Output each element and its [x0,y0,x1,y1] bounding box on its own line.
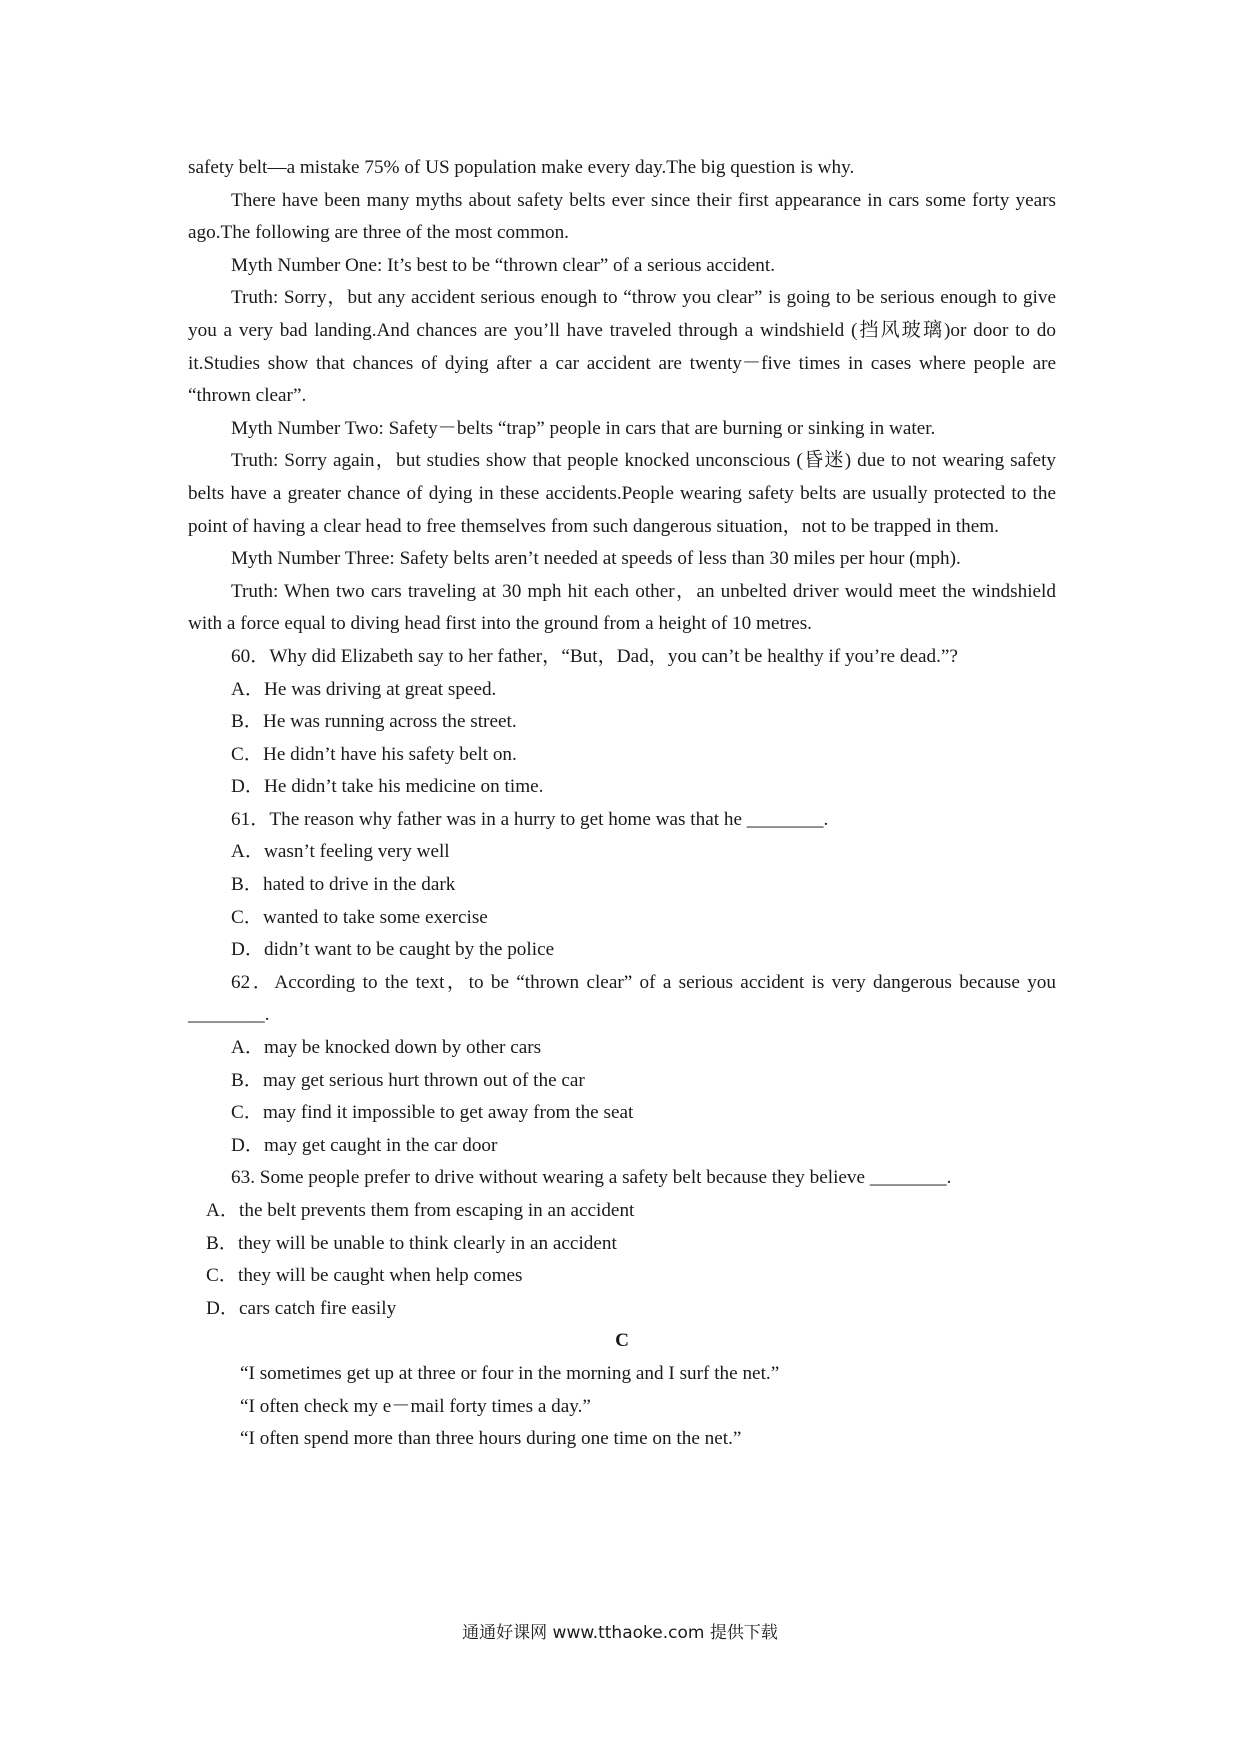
paragraph-continuation: safety belt—a mistake 75% of US population make every day.The big question is why. [188,157,855,178]
truth-one: Truth: Sorry，but any accident serious enough to “throw you clear” is going to be serious enough to give you a very bad landing.And chances are you’ll have traveled through a windshield (挡风玻璃)or door to do it.Studies show that chances of dying after a car accident are twenty－five times in cases where people are “thrown clear”. [188,287,1056,407]
question-61-option-c: C．wanted to take some exercise [231,906,488,928]
question-61-option-b: B．hated to drive in the dark [231,874,456,896]
myth-three: Myth Number Three: Safety belts aren’t needed at speeds of less than 30 miles per hour (mph). [231,548,961,570]
question-62-stem: 62．According to the text，to be “thrown clear” of a serious accident is very dangerous because you ________. [188,971,1056,1026]
question-62-option-d: D．may get caught in the car door [231,1134,498,1156]
section-c-quote: “I often spend more than three hours during one time on the net.” [240,1428,742,1450]
question-63-option-d: D．cars catch fire easily [206,1297,397,1319]
question-60-option-a: A．He was driving at great speed. [231,678,497,700]
section-heading: C [615,1330,629,1352]
truth-three: Truth: When two cars traveling at 30 mph hit each other，an unbelted driver would meet the windshield with a force equal to diving head first into the ground from a height of 10 metres. [188,580,1056,635]
question-63-option-c: C．they will be caught when help comes [206,1265,523,1287]
myth-one: Myth Number One: It’s best to be “thrown clear” of a serious accident. [231,254,776,276]
question-60-option-d: D．He didn’t take his medicine on time. [231,776,544,798]
document-body [188,152,1056,1456]
section-c-quote: “I sometimes get up at three or four in the morning and I surf the net.” [240,1362,780,1384]
myth-two: Myth Number Two: Safety－belts “trap” people in cars that are burning or sinking in water. [231,417,936,439]
question-60-option-c: C．He didn’t have his safety belt on. [231,743,517,765]
paragraph-myths-intro: There have been many myths about safety belts ever since their first appearance in cars some forty years ago.The following are three of the most common. [188,189,1056,244]
truth-two: Truth: Sorry again，but studies show that people knocked unconscious (昏迷) due to not wearing safety belts have a greater chance of dying in these accidents.People wearing safety belts are usually protected to the point of having a clear head to free themselves from such dangerous situation，not to be trapped in them. [188,450,1056,537]
question-61-option-a: A．wasn’t feeling very well [231,841,450,863]
section-c-quote: “I often check my e－mail forty times a day.” [240,1395,591,1417]
question-62-option-c: C．may find it impossible to get away from the seat [231,1102,634,1124]
question-63-stem: 63. Some people prefer to drive without wearing a safety belt because they believe ________. [231,1167,952,1189]
question-62-option-b: B．may get serious hurt thrown out of the car [231,1069,585,1091]
question-61-stem: 61．The reason why father was in a hurry to get home was that he ________. [231,808,829,830]
question-61-option-d: D．didn’t want to be caught by the police [231,939,555,961]
question-63-option-a: A．the belt prevents them from escaping in an accident [206,1200,635,1221]
question-63-option-b: B．they will be unable to think clearly in an accident [206,1232,617,1254]
question-60-option-b: B．He was running across the street. [231,711,517,733]
page-footer: 通通好课网 www.tthaoke.com 提供下载 [462,1623,778,1643]
question-60-stem: 60．Why did Elizabeth say to her father，“But，Dad，you can’t be healthy if you’re dead.”? [231,645,958,667]
question-62-option-a: A．may be knocked down by other cars [231,1037,542,1059]
